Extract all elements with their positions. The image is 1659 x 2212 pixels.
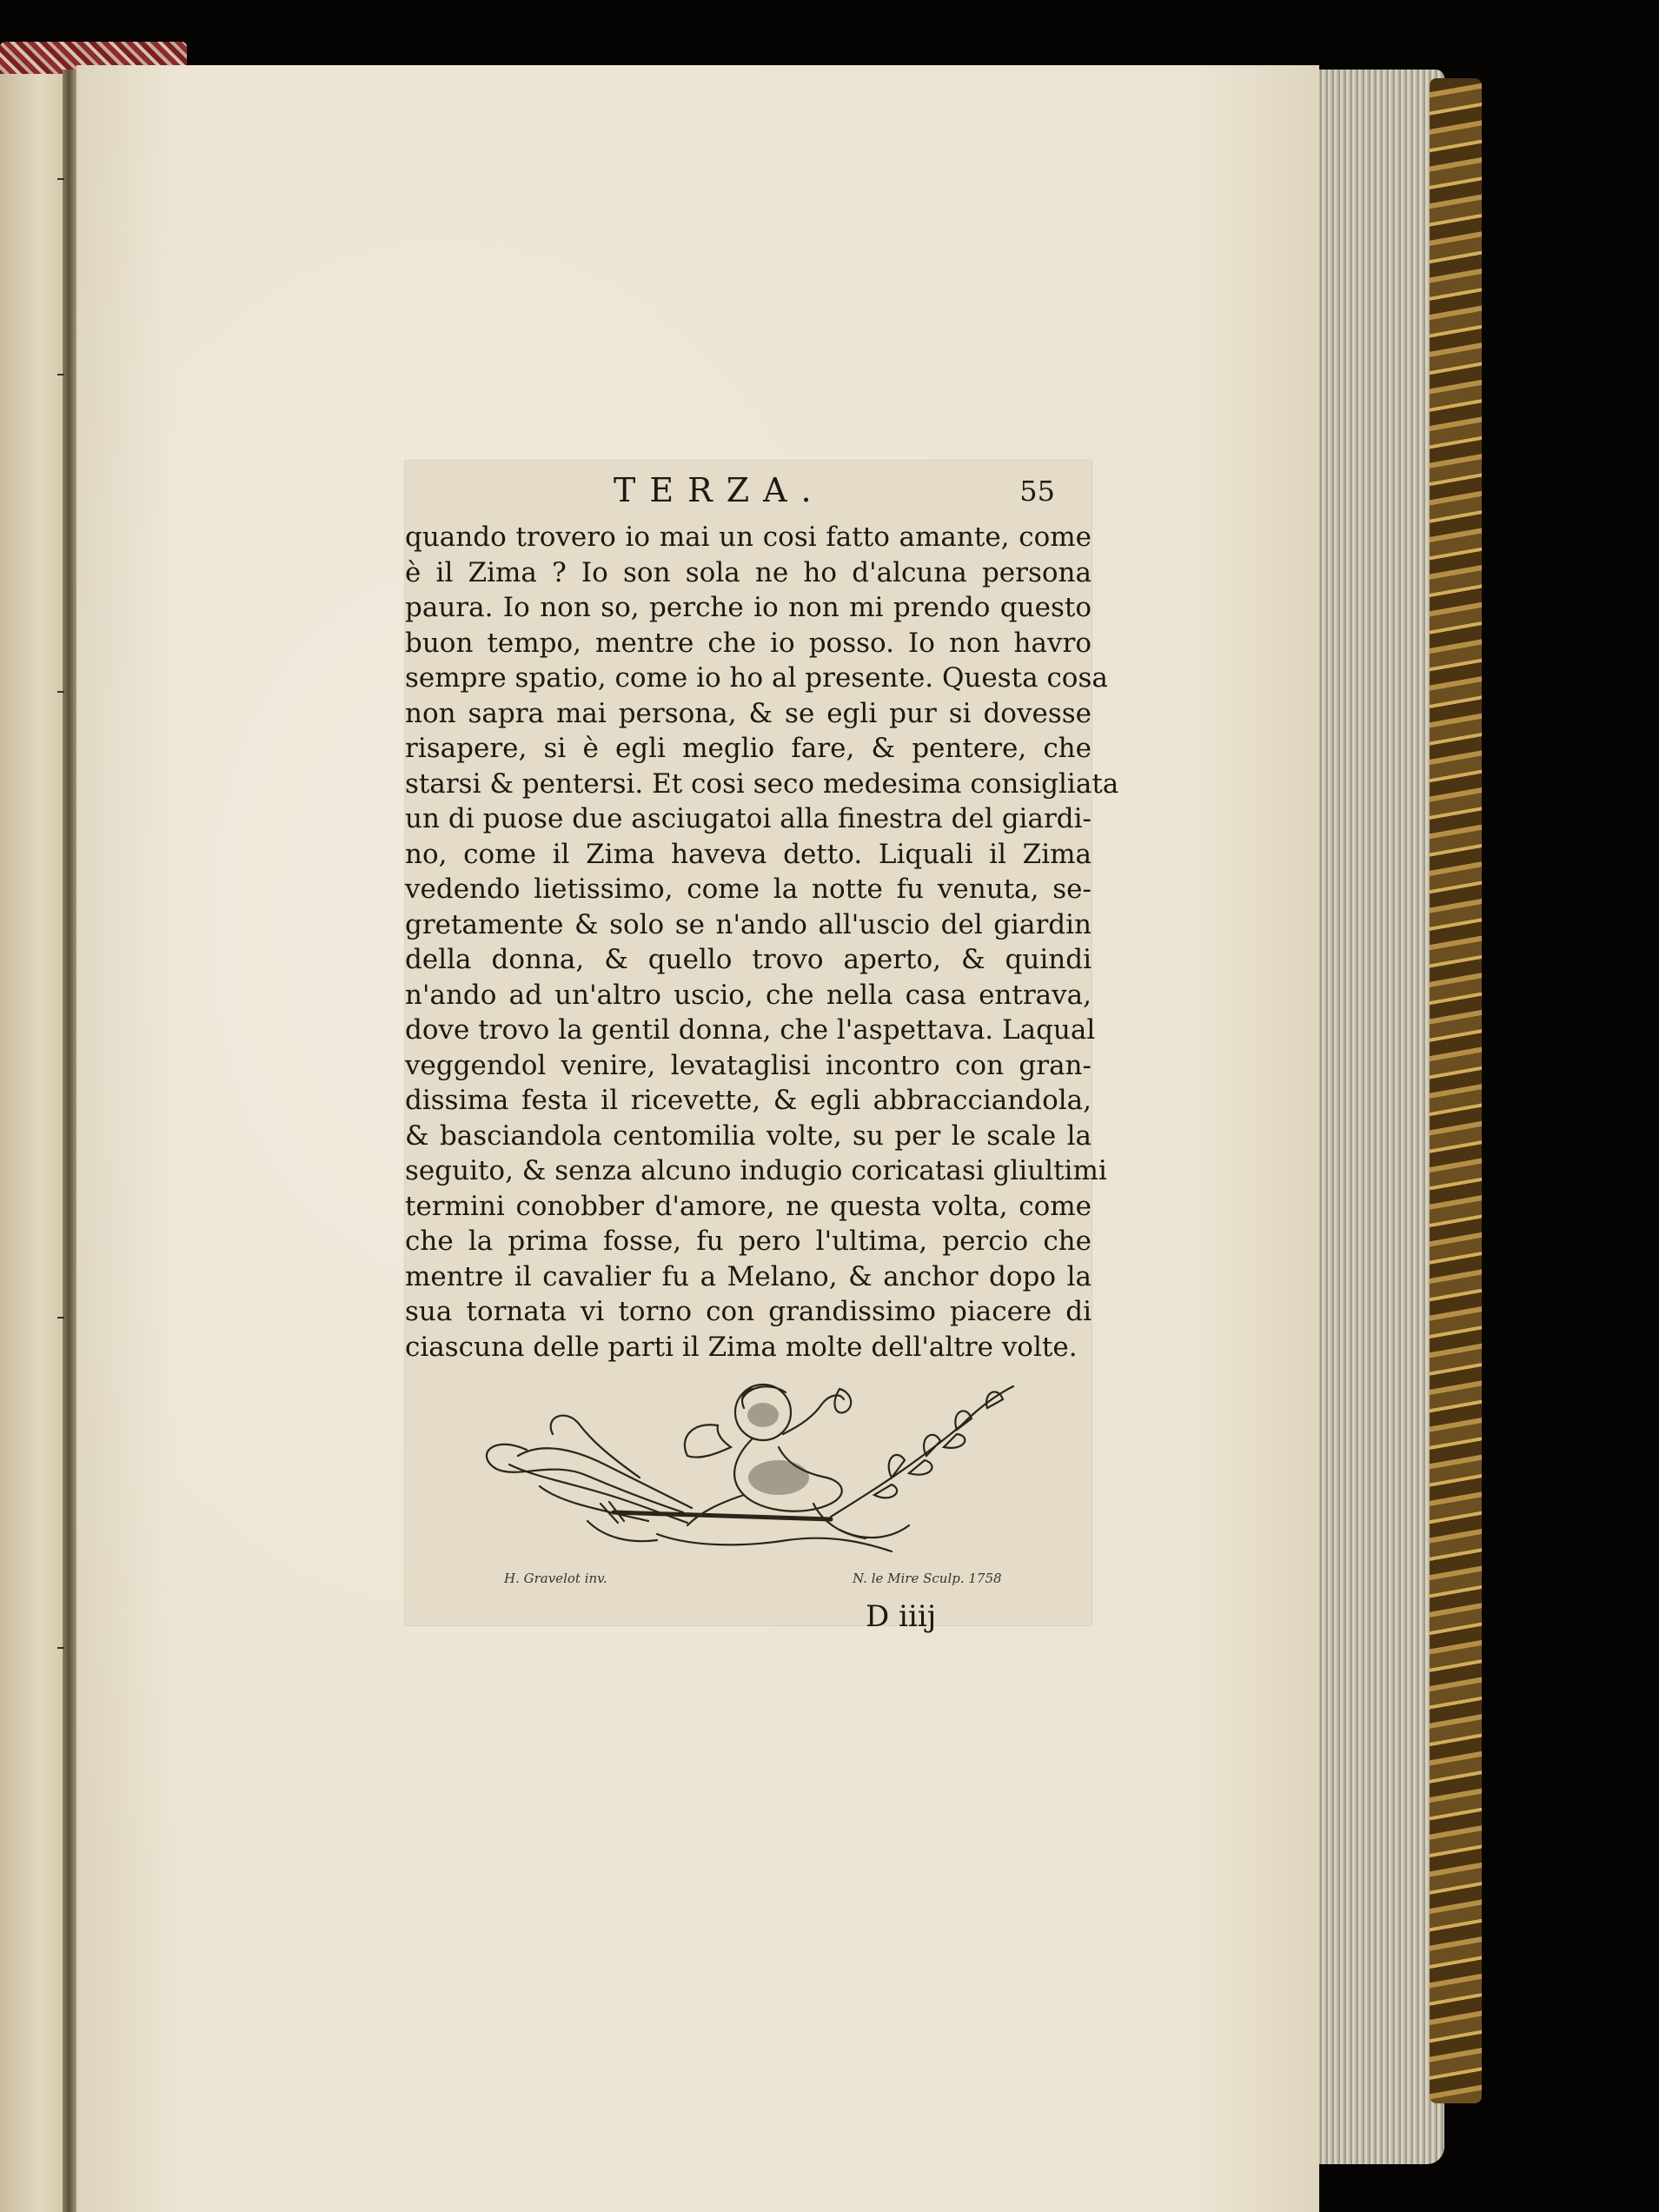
text-line: seguito, & senza alcuno indugio coricatasi gliultimi bbox=[405, 1155, 1107, 1186]
sewing-mark bbox=[57, 374, 64, 375]
text-line: paura. Io non so, perche io non mi prendo questo bbox=[405, 592, 1092, 623]
text-line: risapere, si è egli meglio fare, & pentere, che bbox=[405, 733, 1092, 764]
text-line: no, come il Zima haveva detto. Liquali il Zima bbox=[405, 838, 1092, 870]
running-head-title: TERZA. bbox=[614, 471, 826, 509]
text-line: un di puose due asciugatoi alla finestra del giardi- bbox=[405, 803, 1092, 834]
text-line: non sapra mai persona, & se egli pur si dovesse bbox=[405, 697, 1092, 729]
text-line: sua tornata vi torno con grandissimo piacere di bbox=[405, 1296, 1092, 1327]
sewing-mark bbox=[57, 1317, 64, 1319]
text-line: n'ando ad un'altro uscio, che nella casa entrava, bbox=[405, 979, 1092, 1011]
engraver-credit-right: N. le Mire Sculp. 1758 bbox=[853, 1571, 1002, 1586]
text-line: ciascuna delle parti il Zima molte dell'altre volte. bbox=[405, 1331, 1078, 1363]
facing-page-edge bbox=[0, 74, 68, 2212]
text-line: gretamente & solo se n'ando all'uscio del giardin bbox=[405, 908, 1092, 940]
signature-mark: D iiij bbox=[866, 1599, 937, 1634]
sewing-mark bbox=[57, 178, 64, 180]
page-edges bbox=[1314, 70, 1444, 2164]
cherub-vignette-icon bbox=[457, 1373, 1048, 1556]
sewing-mark bbox=[57, 691, 64, 693]
page-number: 55 bbox=[1019, 475, 1055, 508]
text-line: quando trovero io mai un cosi fatto amante, come bbox=[405, 521, 1092, 553]
text-line: & basciandola centomilia volte, su per le scale la bbox=[405, 1119, 1092, 1152]
text-line: vedendo lietissimo, come la notte fu venuta, se- bbox=[405, 874, 1092, 905]
text-line: dove trovo la gentil donna, che l'aspettava. Laqual bbox=[405, 1014, 1096, 1046]
printed-text-block bbox=[405, 461, 1119, 1634]
gilt-spine-edge bbox=[1430, 78, 1482, 2103]
book-page bbox=[76, 65, 1319, 2212]
text-line: veggendol venire, levataglisi incontro con gran- bbox=[405, 1049, 1092, 1081]
text-line: dissima festa il ricevette, & egli abbracciandola, bbox=[405, 1085, 1092, 1116]
engraver-credit-left: H. Gravelot inv. bbox=[504, 1571, 607, 1586]
text-line: buon tempo, mentre che io posso. Io non havro bbox=[405, 627, 1092, 659]
body-text bbox=[405, 520, 1119, 1365]
text-line: sempre spatio, come io ho al presente. Questa cosa bbox=[405, 662, 1108, 694]
text-line: mentre il cavalier fu a Melano, & anchor dopo la bbox=[405, 1260, 1092, 1292]
text-line: starsi & pentersi. Et cosi seco medesima consigliata bbox=[405, 767, 1119, 800]
text-line: che la prima fosse, fu pero l'ultima, percio che bbox=[405, 1226, 1092, 1257]
text-line: della donna, & quello trovo aperto, & quindi bbox=[405, 944, 1092, 975]
text-line: è il Zima ? Io son sola ne ho d'alcuna persona bbox=[405, 556, 1092, 588]
running-head bbox=[405, 461, 1092, 513]
sewing-mark bbox=[57, 1647, 64, 1649]
text-line: termini conobber d'amore, ne questa volta, come bbox=[405, 1190, 1092, 1222]
